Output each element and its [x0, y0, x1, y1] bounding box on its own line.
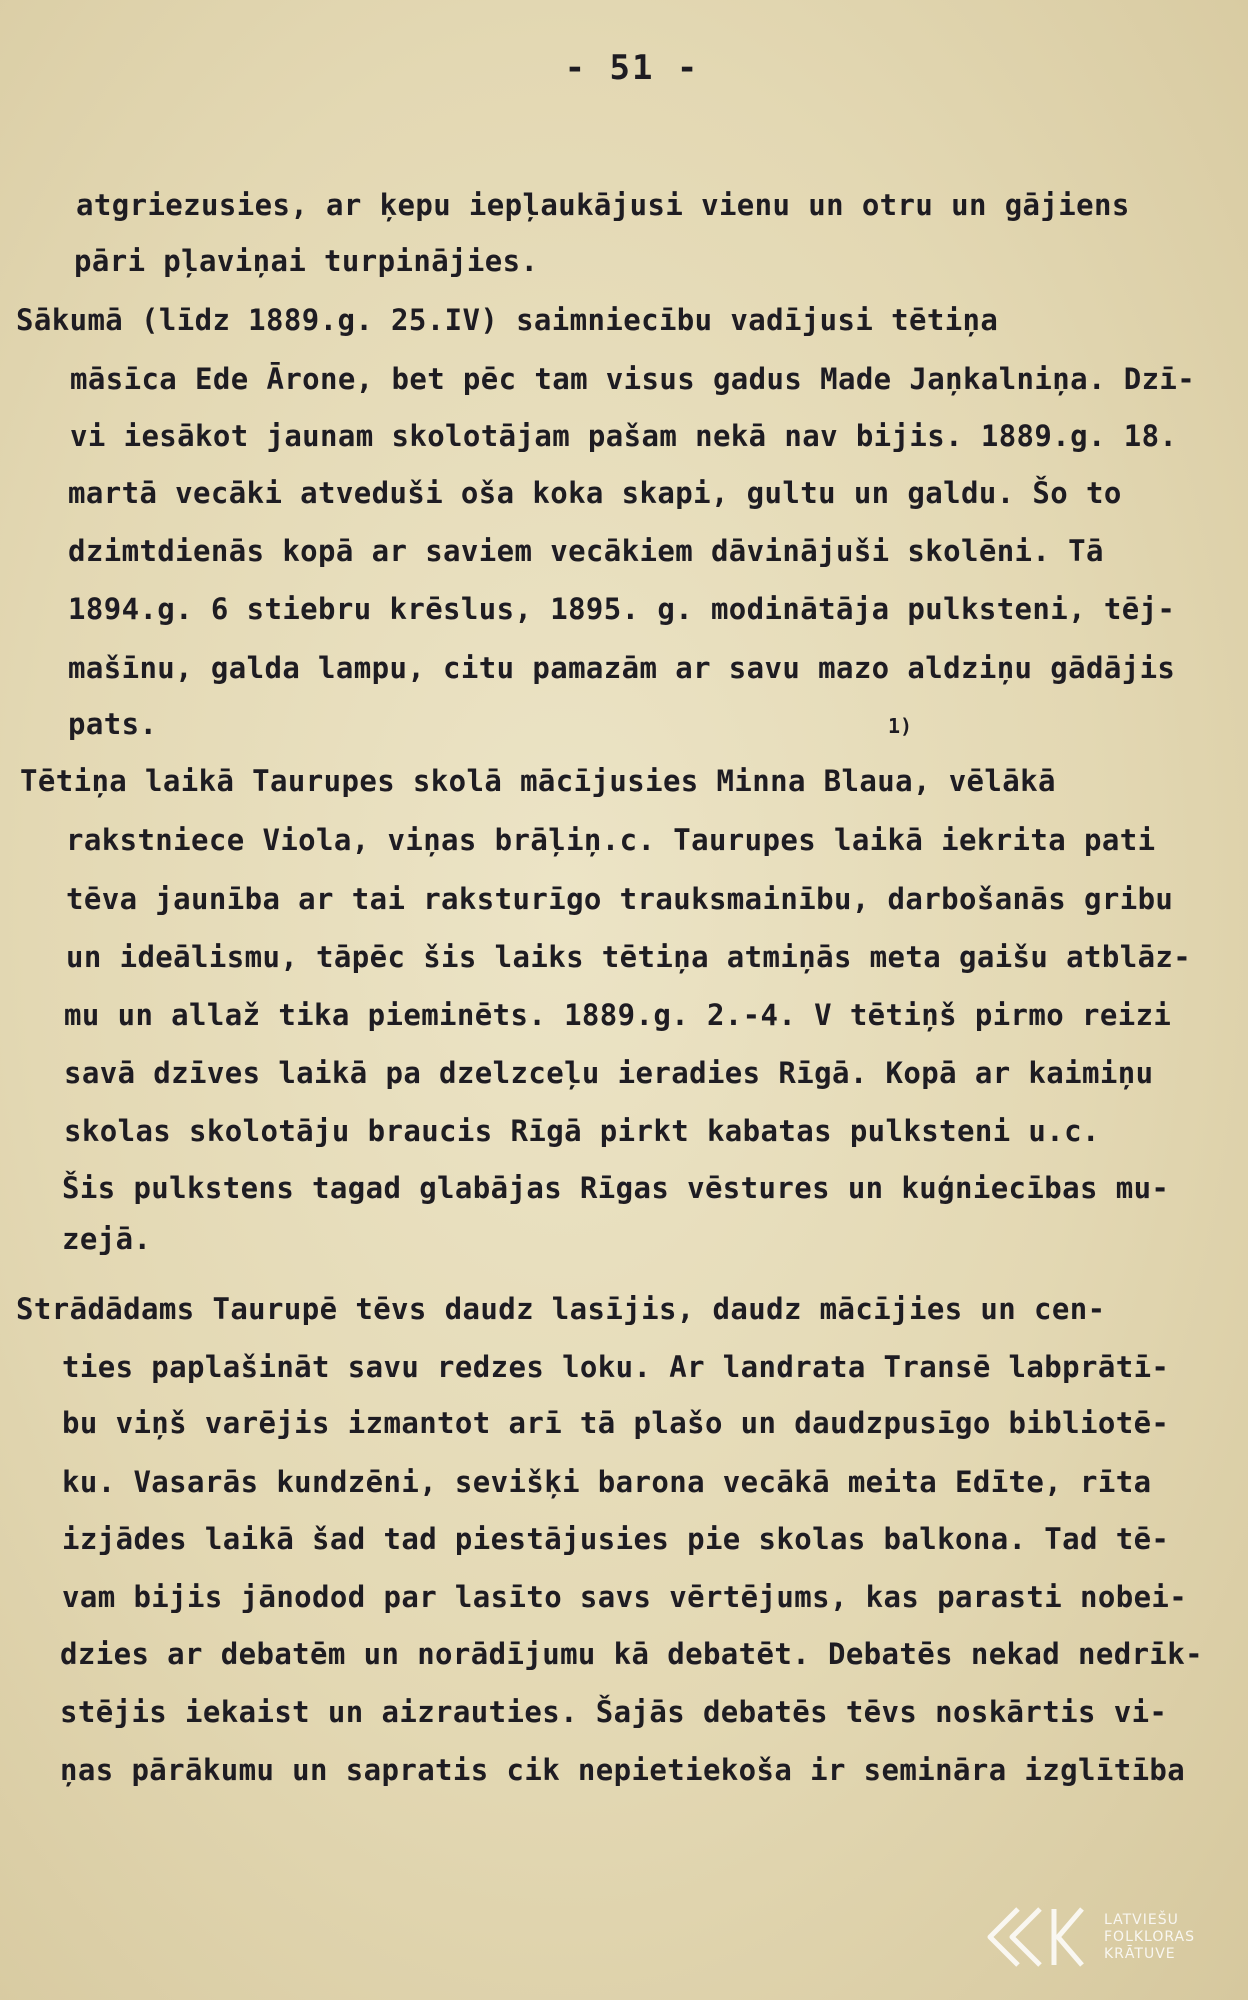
archive-logo [978, 1892, 1228, 1982]
text-line: vi iesākot jaunam skolotājam pašam nekā nav bijis. 1889.g. 18. [70, 419, 1178, 453]
text-line: 1894.g. 6 stiebru krēslus, 1895. g. modinātāja pulksteni, tēj- [68, 592, 1176, 626]
text-line: martā vecāki atveduši oša koka skapi, gultu un galdu. Šo to [68, 476, 1122, 510]
text-line: mašīnu, galda lampu, citu pamazām ar savu mazo aldziņu gādājis [68, 651, 1176, 685]
text-line: skolas skolotāju braucis Rīgā pirkt kabatas pulksteni u.c. [64, 1114, 1100, 1148]
text-line: dzies ar debatēm un norādījumu kā debatēt. Debatēs nekad nedrīk- [60, 1637, 1204, 1671]
text-line: Tētiņa laikā Taurupes skolā mācījusies Minna Blaua, vēlākā [20, 764, 1056, 798]
text-line: ņas pārākumu un sapratis cik nepietiekoša ir semināra izglītība [60, 1753, 1186, 1787]
text-line: Šis pulkstens tagad glabājas Rīgas vēstures un kuģniecības mu- [62, 1171, 1170, 1205]
text-line: stējis iekaist un aizrauties. Šajās debatēs tēvs noskārtis vi- [60, 1695, 1168, 1729]
text-line: zejā. [62, 1222, 152, 1256]
text-line: tēva jaunība ar tai raksturīgo trauksmainību, darbošanās gribu [66, 882, 1174, 916]
text-line: bu viņš varējis izmantot arī tā plašo un daudzpusīgo bibliotē- [62, 1406, 1170, 1440]
logo-line: FOLKLORAS [1104, 1928, 1195, 1945]
logo-line: LATVIEŠU [1104, 1911, 1179, 1928]
text-line: ku. Vasarās kundzēni, sevišķi barona vecākā meita Edīte, rīta [62, 1465, 1152, 1499]
lfk-logo-icon [978, 1897, 1098, 1977]
text-line: atgriezusies, ar ķepu iepļaukājusi vienu un otru un gājiens [76, 188, 1130, 222]
logo-line: KRĀTUVE [1104, 1945, 1176, 1962]
text-line: pāri pļaviņai turpinājies. [74, 244, 539, 278]
text-line: izjādes laikā šad tad piestājusies pie skolas balkona. Tad tē- [62, 1522, 1170, 1556]
text-line: ties paplašināt savu redzes loku. Ar landrata Transē labprātī- [62, 1350, 1170, 1384]
page-number: - 51 - [564, 48, 700, 88]
text-line: dzimtdienās kopā ar saviem vecākiem dāvinājuši skolēni. Tā [68, 534, 1104, 568]
logo-text [1104, 1912, 1195, 1963]
text-line: un ideālismu, tāpēc šis laiks tētiņa atmiņās meta gaišu atblāz- [66, 940, 1192, 974]
text-line: māsīca Ede Ārone, bet pēc tam visus gadus Made Jaņkalniņa. Dzī- [70, 362, 1196, 396]
text-line: savā dzīves laikā pa dzelzceļu ieradies Rīgā. Kopā ar kaimiņu [64, 1056, 1154, 1090]
footnote-marker: 1) [888, 714, 913, 738]
text-line: mu un allaž tika pieminēts. 1889.g. 2.-4. V tētiņš pirmo reizi [64, 998, 1172, 1032]
text-line: pats. [68, 707, 158, 741]
text-line: rakstniece Viola, viņas brāļiņ.c. Taurupes laikā iekrita pati [66, 823, 1156, 857]
text-line: vam bijis jānodod par lasīto savs vērtējums, kas parasti nobei- [62, 1580, 1188, 1614]
text-line: Strādādams Taurupē tēvs daudz lasījis, daudz mācījies un cen- [16, 1292, 1106, 1326]
text-line: Sākumā (līdz 1889.g. 25.IV) saimniecību vadījusi tētiņa [16, 303, 999, 337]
